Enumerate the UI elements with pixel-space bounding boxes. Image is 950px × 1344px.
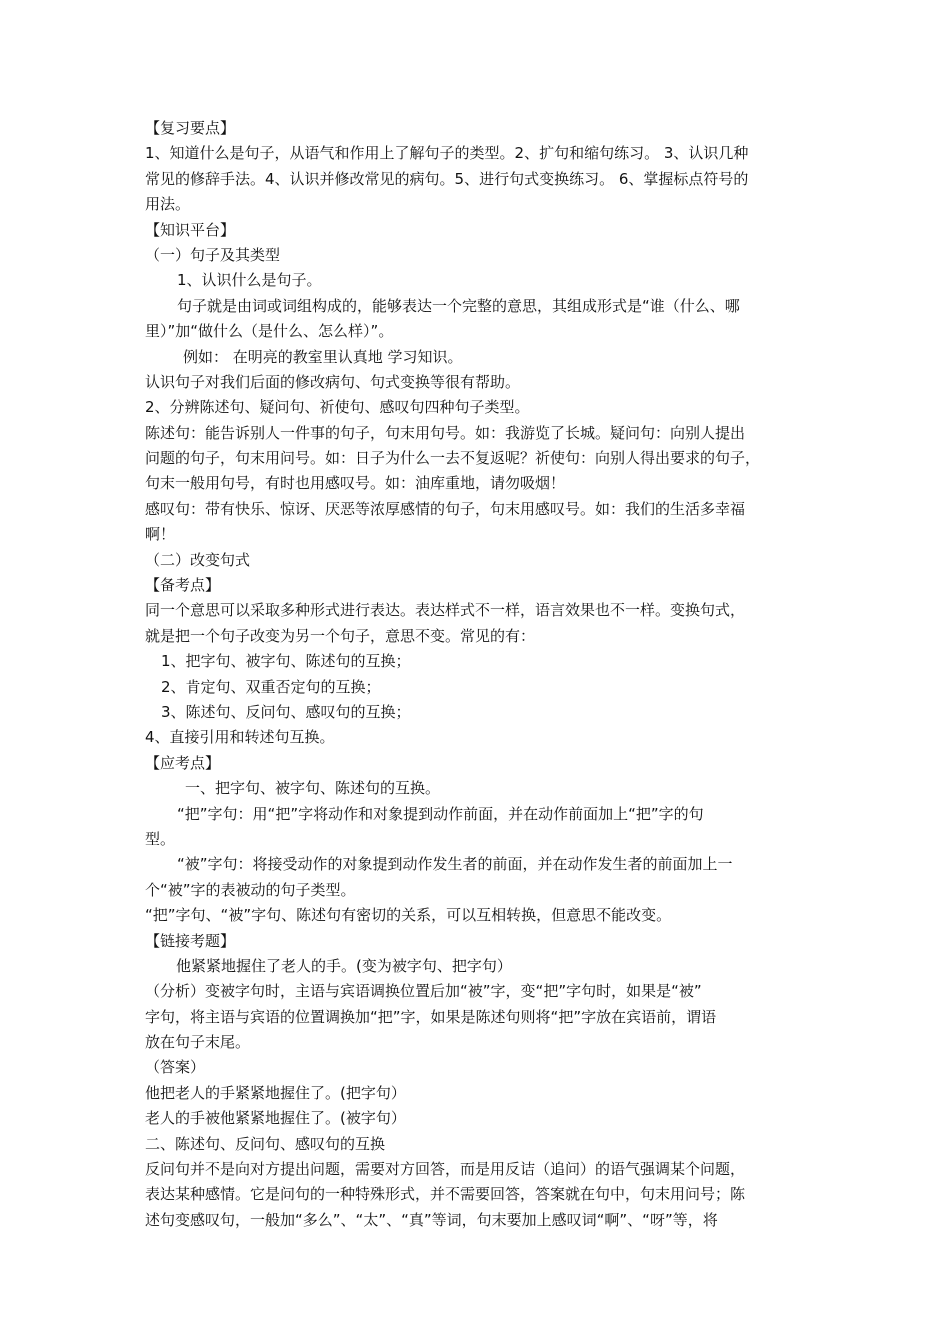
text-line: 2、分辨陈述句、疑问句、祈使句、感叹句四种句子类型。: [145, 398, 530, 417]
text-line: 述句变感叹句，一般加“多么”、“太”、“真”等词，句末要加上感叹词“啊”、“呀”等，将: [145, 1210, 718, 1229]
text-line: 例如： 在明亮的教室里认真地 学习知识。: [183, 347, 463, 366]
text-line: 句子就是由词或词组构成的，能够表达一个完整的意思，其组成形式是“谁（什么、哪: [177, 296, 740, 315]
subsection-heading: （一）句子及其类型: [145, 245, 281, 264]
text-line: 表达某种感情。它是问句的一种特殊形式，并不需要回答，答案就在句中，句末用问号；陈: [145, 1185, 746, 1204]
list-item: 4、直接引用和转述句互换。: [145, 728, 335, 747]
text-line: 他把老人的手紧紧地握住了。(把字句）: [145, 1083, 406, 1102]
text-line: 放在句子末尾。: [145, 1033, 251, 1052]
text-line: 啊！: [145, 525, 176, 544]
text-line: “把”字句：用“把”字将动作和对象提到动作前面，并在动作前面加上“把”字的句: [177, 804, 704, 823]
text-line: 一、把字句、被字句、陈述句的互换。: [185, 779, 441, 798]
text-line: 里）”加“做什么（是什么、怎么样）”。: [145, 322, 394, 341]
text-line: 陈述句：能告诉别人一件事的句子，句末用句号。如：我游览了长城。疑问句：向别人提出: [145, 423, 746, 442]
text-line: 老人的手被他紧紧地握住了。(被字句）: [145, 1109, 406, 1128]
text-line: 他紧紧地握住了老人的手。(变为被字句、把字句）: [176, 956, 512, 975]
text-line: 反问句并不是向对方提出问题，需要对方回答，而是用反诘（追问）的语气强调某个问题，: [145, 1160, 746, 1179]
text-line: （分析）变被字句时，主语与宾语调换位置后加“被”字，变“把”字句时，如果是“被”: [145, 982, 702, 1001]
text-line: 同一个意思可以采取多种形式进行表达。表达样式不一样，语言效果也不一样。变换句式，: [145, 601, 746, 620]
subsection-heading: 二、陈述句、反问句、感叹句的互换: [145, 1134, 386, 1153]
text-line: 就是把一个句子改变为另一个句子，意思不变。常见的有：: [145, 626, 536, 645]
text-line: 个“被”字的表被动的句子类型。: [145, 880, 356, 899]
list-item: 2、肯定句、双重否定句的互换；: [161, 677, 381, 696]
text-line: 句末一般用句号，有时也用感叹号。如：油库重地，请勿吸烟！: [145, 474, 566, 493]
section-heading: 【复习要点】: [145, 119, 236, 137]
text-line: 感叹句：带有快乐、惊讶、厌恶等浓厚感情的句子，句末用感叹号。如：我们的生活多幸福: [145, 499, 746, 518]
text-line: 1、知道什么是句子，从语气和作用上了解句子的类型。2、扩句和缩句练习。 3、认识几种: [145, 144, 749, 163]
list-item: 3、陈述句、反问句、感叹句的互换；: [161, 702, 411, 721]
list-item: 1、把字句、被字句、陈述句的互换；: [161, 652, 411, 671]
section-heading: 【备考点】: [145, 576, 221, 595]
text-line: “把”字句、“被”字句、陈述句有密切的关系，可以互相转换，但意思不能改变。: [145, 906, 672, 925]
section-heading: 【知识平台】: [145, 220, 236, 239]
text-line: 用法。: [145, 195, 191, 214]
section-heading: 【链接考题】: [145, 931, 236, 950]
text-line: 认识句子对我们后面的修改病句、句式变换等很有帮助。: [145, 372, 521, 391]
text-line: “被”字句：将接受动作的对象提到动作发生者的前面，并在动作发生者的前面加上一: [177, 855, 733, 874]
text-line: 型。: [145, 829, 176, 848]
text-line: （答案）: [145, 1058, 206, 1077]
text-line: 字句，将主语与宾语的位置调换加“把”字，如果是陈述句则将“把”字放在宾语前，谓语: [145, 1007, 717, 1026]
subsection-heading: （二）改变句式: [145, 550, 251, 569]
text-line: 常见的修辞手法。4、认识并修改常见的病句。5、进行句式变换练习。 6、掌握标点符号的: [145, 169, 749, 188]
section-heading: 【应考点】: [145, 753, 221, 772]
document-page: [145, 116, 810, 1233]
text-line: 1、认识什么是句子。: [177, 271, 322, 290]
text-line: 问题的句子，句末用问号。如：日子为什么一去不复返呢？祈使句：向别人得出要求的句子，: [145, 449, 761, 468]
